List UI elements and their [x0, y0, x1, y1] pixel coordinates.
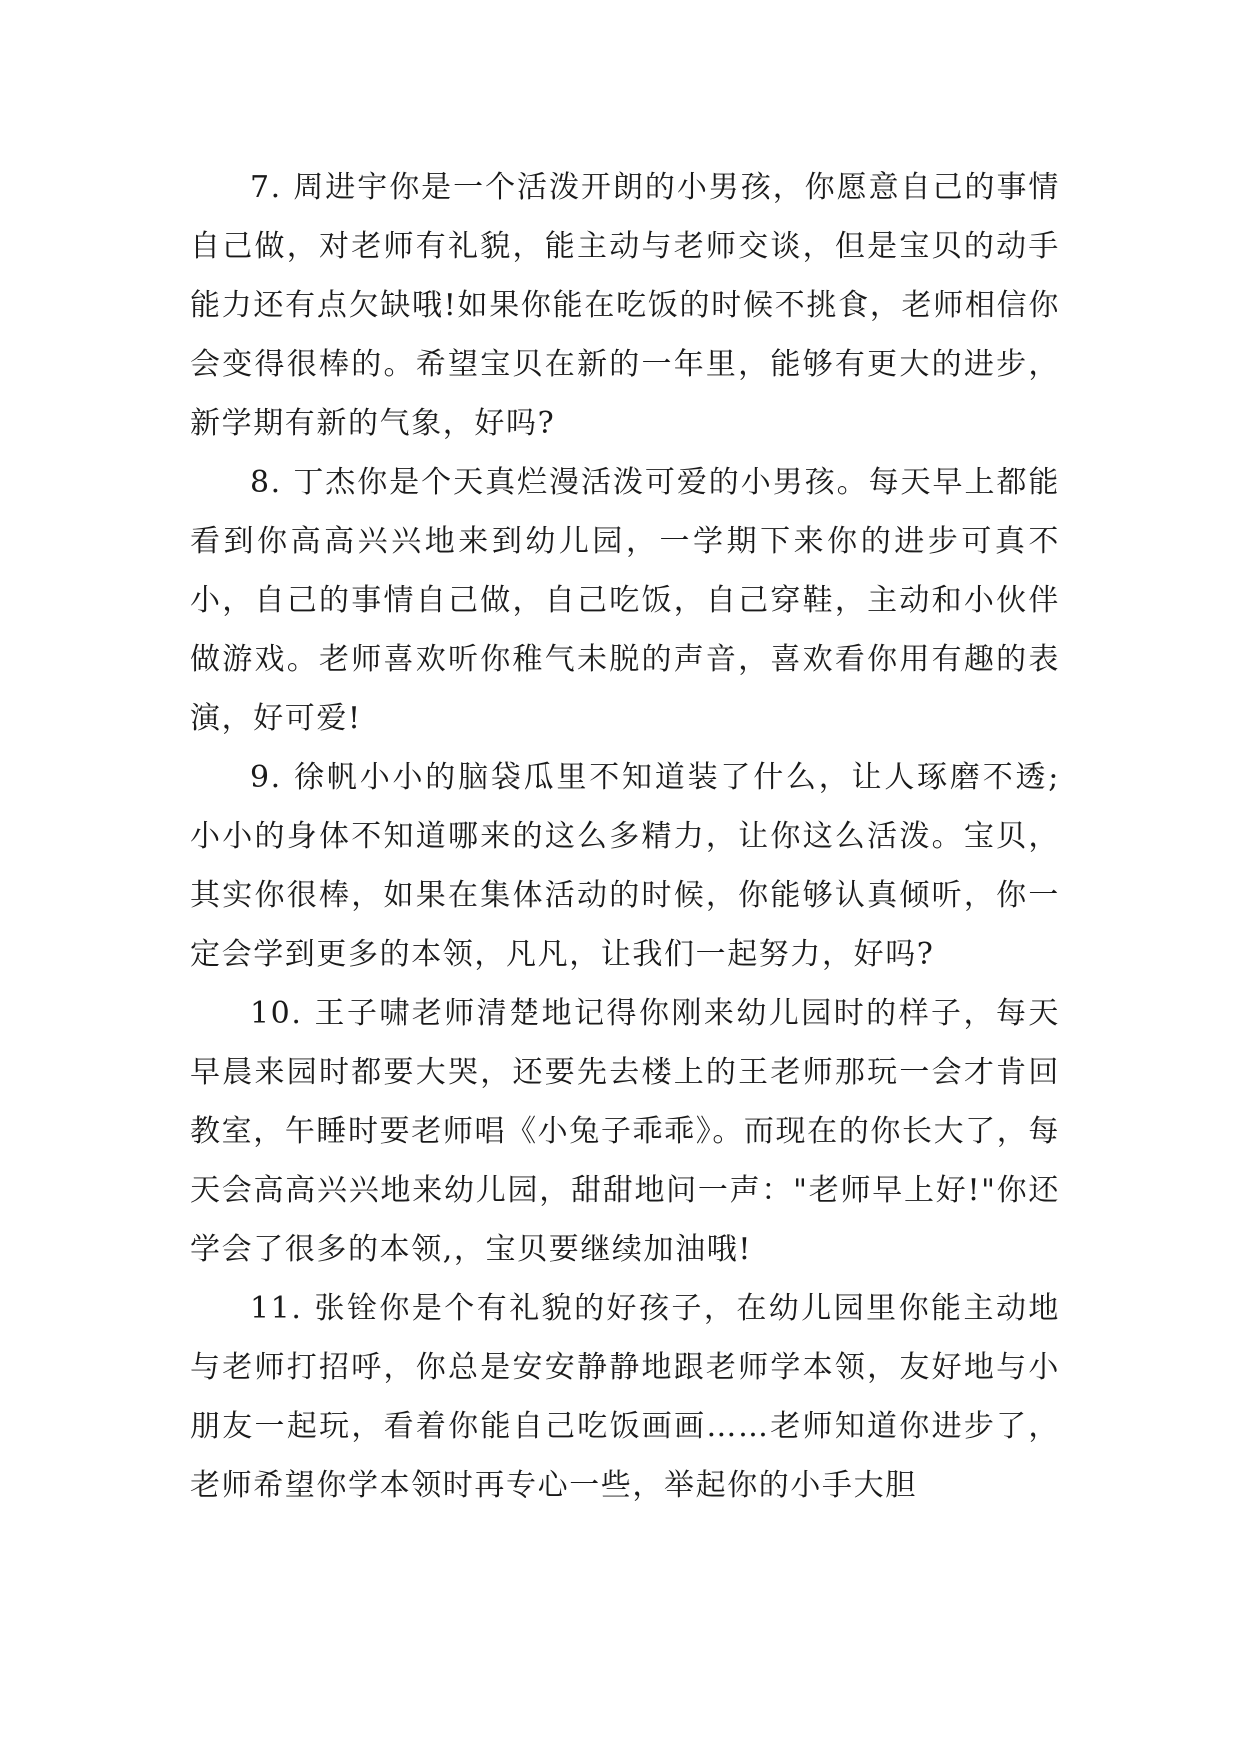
paragraph-7: 7. 周进宇你是一个活泼开朗的小男孩，你愿意自己的事情自己做，对老师有礼貌，能主动与老师交谈，但是宝贝的动手能力还有点欠缺哦!如果你能在吃饭的时候不挑食，老师相信你会变得很棒的。希望宝贝在新的一年里，能够有更大的进步，新学期有新的气象，好吗? — [190, 170, 1060, 441]
paragraph-8: 8. 丁杰你是个天真烂漫活泼可爱的小男孩。每天早上都能看到你高高兴兴地来到幼儿园，一学期下来你的进步可真不小，自己的事情自己做，自己吃饭，自己穿鞋，主动和小伙伴做游戏。老师喜欢听你稚气未脱的声音，喜欢看你用有趣的表演，好可爱! — [190, 465, 1060, 736]
paragraph-11: 11. 张铨你是个有礼貌的好孩子，在幼儿园里你能主动地与老师打招呼，你总是安安静静地跟老师学本领，友好地与小朋友一起玩，看着你能自己吃饭画画……老师知道你进步了，老师希望你学本领时再专心一些，举起你的小手大胆 — [190, 1291, 1060, 1503]
document-body — [190, 158, 1060, 1515]
paragraph-9: 9. 徐帆小小的脑袋瓜里不知道装了什么，让人琢磨不透;小小的身体不知道哪来的这么多精力，让你这么活泼。宝贝，其实你很棒，如果在集体活动的时候，你能够认真倾听，你一定会学到更多的本领，凡凡，让我们一起努力，好吗? — [190, 760, 1060, 972]
paragraph-10: 10. 王子啸老师清楚地记得你刚来幼儿园时的样子，每天早晨来园时都要大哭，还要先去楼上的王老师那玩一会才肯回教室，午睡时要老师唱《小兔子乖乖》。而现在的你长大了，每天会高高兴兴地来幼儿园，甜甜地问一声："老师早上好!"你还学会了很多的本领,，宝贝要继续加油哦! — [190, 996, 1060, 1267]
